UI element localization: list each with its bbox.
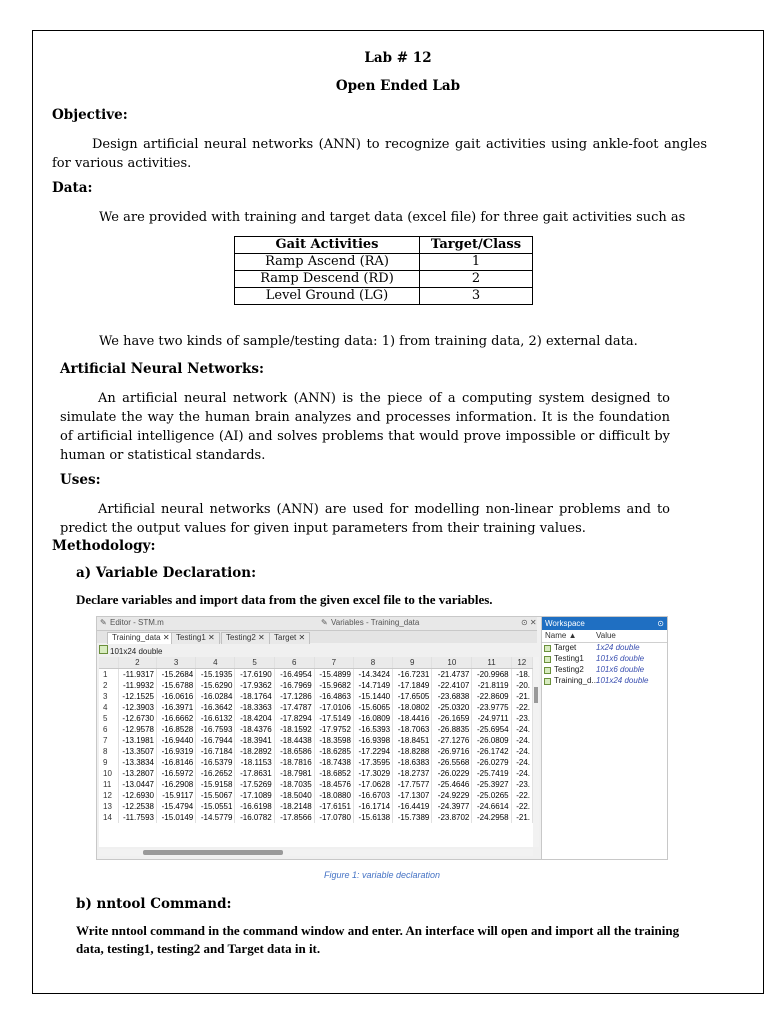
table-cell[interactable]: -15.1440 — [353, 691, 392, 702]
table-cell[interactable]: -18.0802 — [393, 702, 432, 713]
data-intro: We are provided with training and target data (excel file) for three gait activities such as — [99, 210, 686, 225]
grid-icon — [99, 645, 108, 654]
table-cell[interactable]: -23.9775 — [472, 702, 511, 713]
gait-table-cell: 3 — [420, 288, 533, 305]
workspace-item[interactable] — [542, 676, 668, 687]
workspace-menu-icon[interactable]: ⊙ — [657, 619, 664, 628]
table-row[interactable] — [99, 779, 533, 790]
workspace-header — [542, 630, 668, 643]
table-cell[interactable]: -17.0628 — [353, 779, 392, 790]
table-cell[interactable]: -17.9362 — [235, 680, 274, 691]
table-cell[interactable]: -11.7593 — [118, 812, 156, 823]
gait-table-header-activity: Gait Activities — [235, 237, 420, 254]
table-cell[interactable]: -15.6065 — [353, 702, 392, 713]
table-cell[interactable]: -17.1286 — [274, 691, 314, 702]
table-cell[interactable]: -18.5040 — [274, 790, 314, 801]
column-header[interactable]: 9 — [393, 657, 432, 669]
table-cell[interactable]: -16.0284 — [196, 691, 235, 702]
workspace-item[interactable] — [542, 654, 668, 665]
gait-table-cell: Ramp Descend (RD) — [235, 271, 420, 288]
data-heading: Data: — [52, 180, 93, 196]
table-cell[interactable]: -18.0880 — [314, 790, 353, 801]
column-header[interactable]: 10 — [432, 657, 472, 669]
table-cell[interactable]: -17.8294 — [274, 713, 314, 724]
tab-label: Training_data — [112, 633, 161, 642]
table-cell[interactable]: -16.2652 — [196, 768, 235, 779]
variables-icon: ✎ — [321, 618, 328, 627]
variable-icon — [544, 645, 551, 652]
row-number[interactable]: 4 — [99, 702, 118, 713]
ann-heading: Artificial Neural Networks: — [60, 361, 264, 377]
table-row[interactable] — [99, 724, 533, 735]
objective-text: Design artificial neural networks (ANN) to recognize gait activities using ankle-foot angles for various activities. — [52, 137, 707, 171]
workspace-name-header[interactable]: Name ▲ — [545, 631, 577, 640]
table-cell[interactable]: -17.1849 — [393, 680, 432, 691]
table-cell[interactable]: -16.7184 — [196, 746, 235, 757]
vertical-scrollbar[interactable] — [533, 657, 539, 847]
row-number[interactable]: 12 — [99, 790, 118, 801]
table-cell[interactable]: -24. — [511, 768, 532, 779]
column-header[interactable]: 5 — [235, 657, 274, 669]
table-cell[interactable]: -17.7577 — [393, 779, 432, 790]
table-cell[interactable]: -18.1153 — [235, 757, 274, 768]
table-cell[interactable]: -17.6190 — [235, 669, 274, 681]
editor-icon: ✎ — [100, 618, 107, 627]
table-cell[interactable]: -21.4737 — [432, 669, 472, 681]
table-cell[interactable]: -16.1714 — [353, 801, 392, 812]
table-cell[interactable]: -15.0551 — [196, 801, 235, 812]
column-header-row — [99, 657, 533, 669]
table-cell[interactable]: -18.6852 — [314, 768, 353, 779]
table-cell[interactable]: -24.2958 — [472, 812, 511, 823]
gait-table-cell: 1 — [420, 254, 533, 271]
table-cell[interactable]: -16.9440 — [157, 735, 196, 746]
table-cell[interactable]: -24. — [511, 735, 532, 746]
table-cell[interactable]: -13.2807 — [118, 768, 156, 779]
table-cell[interactable]: -16.6132 — [196, 713, 235, 724]
editor-title: Editor - STM.m — [110, 618, 164, 627]
table-cell[interactable]: -25.7419 — [472, 768, 511, 779]
table-cell[interactable]: -22. — [511, 790, 532, 801]
scroll-thumb[interactable] — [534, 687, 538, 703]
table-cell[interactable]: -18.1764 — [235, 691, 274, 702]
table-cell[interactable]: -21. — [511, 812, 532, 823]
table-cell[interactable]: -17.1307 — [393, 790, 432, 801]
workspace-item-value: 101x6 double — [596, 665, 645, 674]
table-cell[interactable]: -18.7816 — [274, 757, 314, 768]
table-cell[interactable]: -16.6703 — [353, 790, 392, 801]
figure-caption: Figure 1: variable declaration — [323, 870, 441, 880]
table-cell[interactable]: -18.6285 — [314, 746, 353, 757]
column-header[interactable]: 8 — [353, 657, 392, 669]
table-cell[interactable]: -16.6662 — [157, 713, 196, 724]
variable-icon — [544, 667, 551, 674]
gait-table-cell: Ramp Ascend (RA) — [235, 254, 420, 271]
table-cell[interactable]: -17.4787 — [274, 702, 314, 713]
table-cell[interactable]: -15.6290 — [196, 680, 235, 691]
table-cell[interactable]: -18.7035 — [274, 779, 314, 790]
table-cell[interactable]: -20.9968 — [472, 669, 511, 681]
table-cell[interactable]: -23.6838 — [432, 691, 472, 702]
table-cell[interactable]: -16.7231 — [393, 669, 432, 681]
table-cell[interactable]: -18.8288 — [393, 746, 432, 757]
gait-table-header-class: Target/Class — [420, 237, 533, 254]
table-cell[interactable]: -16.8146 — [157, 757, 196, 768]
table-cell[interactable]: -12.9578 — [118, 724, 156, 735]
ann-text: An artificial neural network (ANN) is the piece of a computing system designed to simulate the way the human brain analyzes and processes information. It is the foundation of artificial intelligence (AI) and solves problems that would prove impossible or difficult by human or statistical standards. — [60, 391, 670, 463]
table-cell[interactable]: -15.7389 — [393, 812, 432, 823]
table-cell[interactable]: -25.0320 — [432, 702, 472, 713]
table-row[interactable] — [99, 713, 533, 724]
step-b-text: Write nntool command in the command window and enter. An interface will open and import all the training data, testing1, testing2 and Target data in it. — [76, 923, 680, 956]
table-cell[interactable]: -14.5779 — [196, 812, 235, 823]
table-cell[interactable]: -16.2908 — [157, 779, 196, 790]
table-cell[interactable]: -17.1089 — [235, 790, 274, 801]
table-cell[interactable]: -15.9682 — [314, 680, 353, 691]
row-number[interactable]: 11 — [99, 779, 118, 790]
table-cell[interactable]: -18.2737 — [393, 768, 432, 779]
objective-heading: Objective: — [52, 107, 128, 123]
table-cell[interactable]: -24. — [511, 724, 532, 735]
table-cell[interactable]: -15.4794 — [157, 801, 196, 812]
table-cell[interactable]: -18.6586 — [274, 746, 314, 757]
table-cell[interactable]: -12.6730 — [118, 713, 156, 724]
row-number[interactable]: 3 — [99, 691, 118, 702]
table-cell[interactable]: -22. — [511, 801, 532, 812]
tab-target[interactable]: Target ✕ — [269, 632, 310, 644]
table-cell[interactable]: -26.1742 — [472, 746, 511, 757]
table-cell[interactable]: -16.9319 — [157, 746, 196, 757]
table-cell[interactable]: -14.7149 — [353, 680, 392, 691]
table-cell[interactable]: -17.6151 — [314, 801, 353, 812]
table-cell[interactable]: -25.6954 — [472, 724, 511, 735]
table-cell[interactable]: -18.7063 — [393, 724, 432, 735]
methodology-heading: Methodology: — [52, 538, 156, 554]
table-cell[interactable]: -20. — [511, 680, 532, 691]
variables-title: Variables - Training_data — [331, 618, 420, 627]
table-cell[interactable]: -25.0265 — [472, 790, 511, 801]
matlab-screenshot — [96, 616, 668, 860]
table-cell[interactable]: -16.4419 — [393, 801, 432, 812]
table-cell[interactable]: -15.5067 — [196, 790, 235, 801]
table-cell[interactable]: -25.3927 — [472, 779, 511, 790]
table-cell[interactable]: -18.3598 — [314, 735, 353, 746]
table-cell[interactable]: -24.3977 — [432, 801, 472, 812]
table-row[interactable] — [99, 812, 533, 823]
variable-icon — [544, 678, 551, 685]
table-cell[interactable]: -12.6930 — [118, 790, 156, 801]
tab-testing1[interactable]: Testing1 ✕ — [171, 632, 220, 644]
lab-title: Open Ended Lab — [335, 78, 461, 94]
workspace-item-name: Training_d... — [554, 676, 599, 685]
column-header[interactable]: 7 — [314, 657, 353, 669]
table-cell[interactable]: -16.3971 — [157, 702, 196, 713]
table-cell[interactable]: -26.0229 — [432, 768, 472, 779]
table-cell[interactable]: -17.8631 — [235, 768, 274, 779]
workspace-panel — [541, 617, 668, 859]
variable-icon — [544, 656, 551, 663]
table-cell[interactable]: -17.5149 — [314, 713, 353, 724]
row-number[interactable]: 10 — [99, 768, 118, 779]
table-cell[interactable]: -13.3507 — [118, 746, 156, 757]
matlab-titlebar — [97, 617, 537, 631]
tab-testing2[interactable]: Testing2 ✕ — [221, 632, 270, 644]
row-number[interactable]: 7 — [99, 735, 118, 746]
table-cell[interactable]: -16.7593 — [196, 724, 235, 735]
table-cell[interactable]: -17.2294 — [353, 746, 392, 757]
table-cell[interactable]: -18.6383 — [393, 757, 432, 768]
table-cell[interactable]: -21.8119 — [472, 680, 511, 691]
table-cell[interactable]: -16.8528 — [157, 724, 196, 735]
table-cell[interactable]: -23.8702 — [432, 812, 472, 823]
workspace-item-value: 1x24 double — [596, 643, 640, 652]
table-cell[interactable]: -15.1935 — [196, 669, 235, 681]
workspace-item-value: 101x6 double — [596, 654, 645, 663]
size-label: 101x24 double — [110, 647, 163, 656]
row-number[interactable]: 6 — [99, 724, 118, 735]
table-cell[interactable]: -11.9932 — [118, 680, 156, 691]
table-cell[interactable]: -17.0106 — [314, 702, 353, 713]
table-cell[interactable]: -13.3834 — [118, 757, 156, 768]
variable-tabs — [97, 631, 537, 643]
tab-label: Testing1 — [176, 633, 206, 642]
table-row[interactable] — [99, 669, 533, 681]
row-number[interactable]: 8 — [99, 746, 118, 757]
row-number[interactable]: 1 — [99, 669, 118, 681]
table-cell[interactable]: -12.3903 — [118, 702, 156, 713]
table-cell[interactable]: -18.1592 — [274, 724, 314, 735]
table-cell[interactable]: -18.4576 — [314, 779, 353, 790]
table-cell[interactable]: -22.8609 — [472, 691, 511, 702]
table-cell[interactable]: -26.9716 — [432, 746, 472, 757]
table-cell[interactable]: -16.7944 — [196, 735, 235, 746]
gait-table-cell: Level Ground (LG) — [235, 288, 420, 305]
workspace-item-name: Testing2 — [554, 665, 584, 674]
table-cell[interactable]: -15.6788 — [157, 680, 196, 691]
table-cell[interactable]: -15.2684 — [157, 669, 196, 681]
table-cell[interactable]: -17.3595 — [353, 757, 392, 768]
table-cell[interactable]: -14.3424 — [353, 669, 392, 681]
table-cell[interactable]: -13.0447 — [118, 779, 156, 790]
variable-size — [99, 645, 163, 656]
column-header[interactable] — [99, 657, 118, 669]
table-cell[interactable]: -23. — [511, 779, 532, 790]
tab-training-data[interactable]: Training_data ✕ — [107, 632, 175, 644]
table-cell[interactable]: -24.9711 — [472, 713, 511, 724]
table-cell[interactable]: -17.3029 — [353, 768, 392, 779]
table-cell[interactable]: -18.7438 — [314, 757, 353, 768]
table-row[interactable] — [99, 757, 533, 768]
row-number[interactable]: 5 — [99, 713, 118, 724]
table-cell[interactable]: -17.0780 — [314, 812, 353, 823]
table-cell[interactable]: -24.9229 — [432, 790, 472, 801]
workspace-title-label: Workspace — [545, 619, 585, 628]
table-cell[interactable]: -16.4954 — [274, 669, 314, 681]
table-cell[interactable]: -18.4416 — [393, 713, 432, 724]
table-cell[interactable]: -18.4376 — [235, 724, 274, 735]
table-cell[interactable]: -16.5393 — [353, 724, 392, 735]
table-cell[interactable]: -17.6505 — [393, 691, 432, 702]
row-number[interactable]: 2 — [99, 680, 118, 691]
tab-label: Target — [274, 633, 297, 642]
table-cell[interactable]: -23. — [511, 713, 532, 724]
uses-heading: Uses: — [60, 472, 101, 488]
table-cell[interactable]: -16.5379 — [196, 757, 235, 768]
table-row[interactable] — [99, 768, 533, 779]
table-cell[interactable]: -18.4204 — [235, 713, 274, 724]
gait-table-cell: 2 — [420, 271, 533, 288]
table-cell[interactable]: -16.3642 — [196, 702, 235, 713]
table-cell[interactable]: -11.9317 — [118, 669, 156, 681]
table-cell[interactable]: -16.5972 — [157, 768, 196, 779]
workspace-title — [542, 617, 668, 630]
step-b-heading: b) nntool Command: — [76, 896, 232, 912]
table-cell[interactable]: -27.1276 — [432, 735, 472, 746]
table-cell[interactable]: -18.2148 — [274, 801, 314, 812]
table-cell[interactable]: -26.1659 — [432, 713, 472, 724]
table-cell[interactable]: -24. — [511, 757, 532, 768]
column-header[interactable]: 3 — [157, 657, 196, 669]
table-row[interactable] — [99, 702, 533, 713]
workspace-item-value: 101x24 double — [596, 676, 649, 685]
variable-grid[interactable] — [99, 657, 533, 847]
table-cell[interactable]: -16.9398 — [353, 735, 392, 746]
table-cell[interactable]: -18. — [511, 669, 532, 681]
table-cell[interactable]: -18.4438 — [274, 735, 314, 746]
table-row[interactable] — [99, 691, 533, 702]
step-a-text: Declare variables and import data from the given excel file to the variables. — [76, 592, 493, 607]
step-a-heading: a) Variable Declaration: — [76, 565, 257, 581]
column-header[interactable]: 11 — [472, 657, 511, 669]
table-cell[interactable]: -15.9117 — [157, 790, 196, 801]
sample-text: We have two kinds of sample/testing data: 1) from training data, 2) external data. — [99, 334, 638, 349]
table-cell[interactable]: -16.4863 — [314, 691, 353, 702]
table-cell[interactable]: -15.4899 — [314, 669, 353, 681]
workspace-item-name: Target — [554, 643, 577, 652]
table-cell[interactable]: -12.2538 — [118, 801, 156, 812]
workspace-item[interactable] — [542, 665, 668, 676]
column-header[interactable]: 6 — [274, 657, 314, 669]
table-cell[interactable]: -15.9158 — [196, 779, 235, 790]
table-cell[interactable]: -22.4107 — [432, 680, 472, 691]
gait-table — [234, 236, 533, 305]
table-cell[interactable]: -24. — [511, 746, 532, 757]
table-cell[interactable]: -26.0809 — [472, 735, 511, 746]
table-cell[interactable]: -17.9752 — [314, 724, 353, 735]
table-row[interactable] — [99, 790, 533, 801]
table-cell[interactable]: -12.1525 — [118, 691, 156, 702]
table-cell[interactable]: -16.6198 — [235, 801, 274, 812]
row-number[interactable]: 14 — [99, 812, 118, 823]
row-number[interactable]: 13 — [99, 801, 118, 812]
workspace-item[interactable] — [542, 643, 668, 654]
column-header[interactable]: 4 — [196, 657, 235, 669]
table-row[interactable] — [99, 735, 533, 746]
table-cell[interactable]: -16.0616 — [157, 691, 196, 702]
table-cell[interactable]: -25.4646 — [432, 779, 472, 790]
table-cell[interactable]: -18.7981 — [274, 768, 314, 779]
table-cell[interactable]: -13.1981 — [118, 735, 156, 746]
table-cell[interactable]: -16.0809 — [353, 713, 392, 724]
table-cell[interactable]: -16.0782 — [235, 812, 274, 823]
table-cell[interactable]: -17.5269 — [235, 779, 274, 790]
table-cell[interactable]: -15.6138 — [353, 812, 392, 823]
close-icon[interactable]: ⊙ ✕ — [521, 618, 537, 627]
table-cell[interactable]: -18.8451 — [393, 735, 432, 746]
table-cell[interactable]: -22. — [511, 702, 532, 713]
uses-text: Artificial neural networks (ANN) are used for modelling non-linear problems and to predict the output values for given input parameters from their training values. — [60, 502, 670, 536]
column-header[interactable]: 12 — [511, 657, 532, 669]
table-row[interactable] — [99, 801, 533, 812]
table-cell[interactable]: -16.7969 — [274, 680, 314, 691]
workspace-value-header[interactable]: Value — [596, 631, 616, 640]
table-cell[interactable]: -24.6614 — [472, 801, 511, 812]
table-row[interactable] — [99, 746, 533, 757]
table-cell[interactable]: -18.3941 — [235, 735, 274, 746]
horizontal-scrollbar[interactable] — [99, 849, 533, 856]
table-row[interactable] — [99, 680, 533, 691]
table-cell[interactable]: -26.0279 — [472, 757, 511, 768]
lab-number: Lab # 12 — [364, 50, 432, 66]
column-header[interactable]: 2 — [118, 657, 156, 669]
table-cell[interactable]: -21. — [511, 691, 532, 702]
table-cell[interactable]: -18.2892 — [235, 746, 274, 757]
table-cell[interactable]: -17.8566 — [274, 812, 314, 823]
table-cell[interactable]: -26.5568 — [432, 757, 472, 768]
table-cell[interactable]: -18.3363 — [235, 702, 274, 713]
scroll-thumb[interactable] — [143, 850, 283, 855]
workspace-item-name: Testing1 — [554, 654, 584, 663]
row-number[interactable]: 9 — [99, 757, 118, 768]
tab-label: Testing2 — [226, 633, 256, 642]
table-cell[interactable]: -15.0149 — [157, 812, 196, 823]
table-cell[interactable]: -26.8835 — [432, 724, 472, 735]
